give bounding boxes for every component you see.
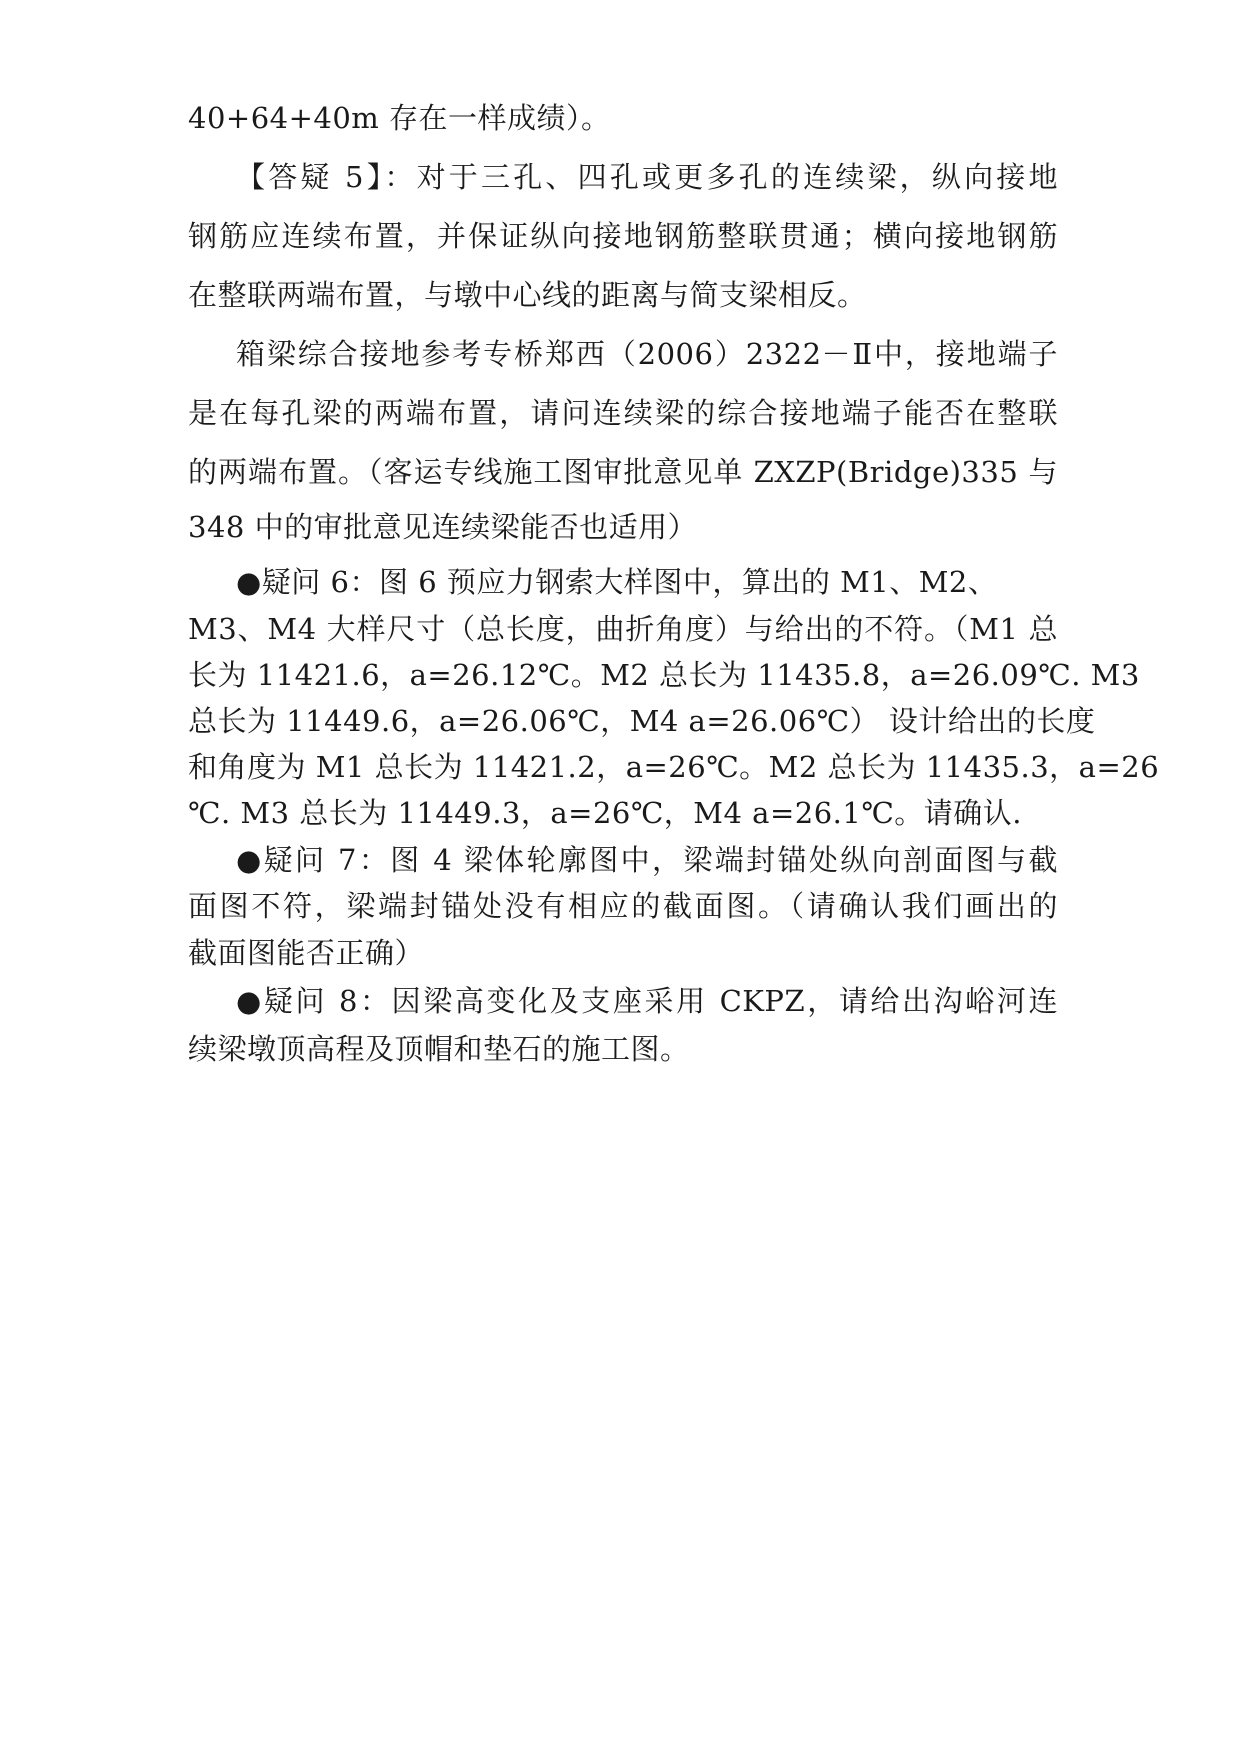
text-line: 钢筋应连续布置，并保证纵向接地钢筋整联贯通；横向接地钢筋 [188,219,1058,253]
text-line: 总长为 11449.6，a=26.06℃，M4 a=26.06℃） 设计给出的长度 [188,704,1096,738]
question-6-line: ●疑问 6：图 6 预应力钢索大样图中，算出的 M1、M2、 [236,565,998,599]
paragraph-line: 箱梁综合接地参考专桥郑西（2006）2322－Ⅱ中，接地端子 [236,337,1058,371]
text-line: 和角度为 M1 总长为 11421.2，a=26℃。M2 总长为 11435.3，a=26 [188,750,1160,784]
text-line: 348 中的审批意见连续梁能否也适用） [188,510,698,544]
text-line: 在整联两端布置，与墩中心线的距离与简支梁相反。 [188,278,867,312]
text-line: 的两端布置。（客运专线施工图审批意见单 ZXZP(Bridge)335 与 [188,455,1058,489]
text-line: ℃. M3 总长为 11449.3，a=26℃，M4 a=26.1℃。请确认. [188,796,1022,830]
text-line: 40+64+40m 存在一样成绩）。 [188,101,611,135]
text-line: 面图不符，梁端封锚处没有相应的截面图。（请确认我们画出的 [188,889,1058,923]
text-line: 截面图能否正确） [188,936,425,970]
answer-5-line: 【答疑 5】：对于三孔、四孔或更多孔的连续梁，纵向接地 [236,160,1058,194]
question-7-line: ●疑问 7：图 4 梁体轮廓图中，梁端封锚处纵向剖面图与截 [236,843,1058,877]
text-line: 长为 11421.6，a=26.12℃。M2 总长为 11435.8，a=26.09℃. M3 [188,658,1140,692]
text-line: 续梁墩顶高程及顶帽和垫石的施工图。 [188,1032,690,1066]
text-line: M3、M4 大样尺寸（总长度，曲折角度）与给出的不符。（M1 总 [188,612,1058,646]
text-line: 是在每孔梁的两端布置，请问连续梁的综合接地端子能否在整联 [188,396,1058,430]
question-8-line: ●疑问 8：因梁高变化及支座采用 CKPZ，请给出沟峪河连 [236,984,1058,1018]
